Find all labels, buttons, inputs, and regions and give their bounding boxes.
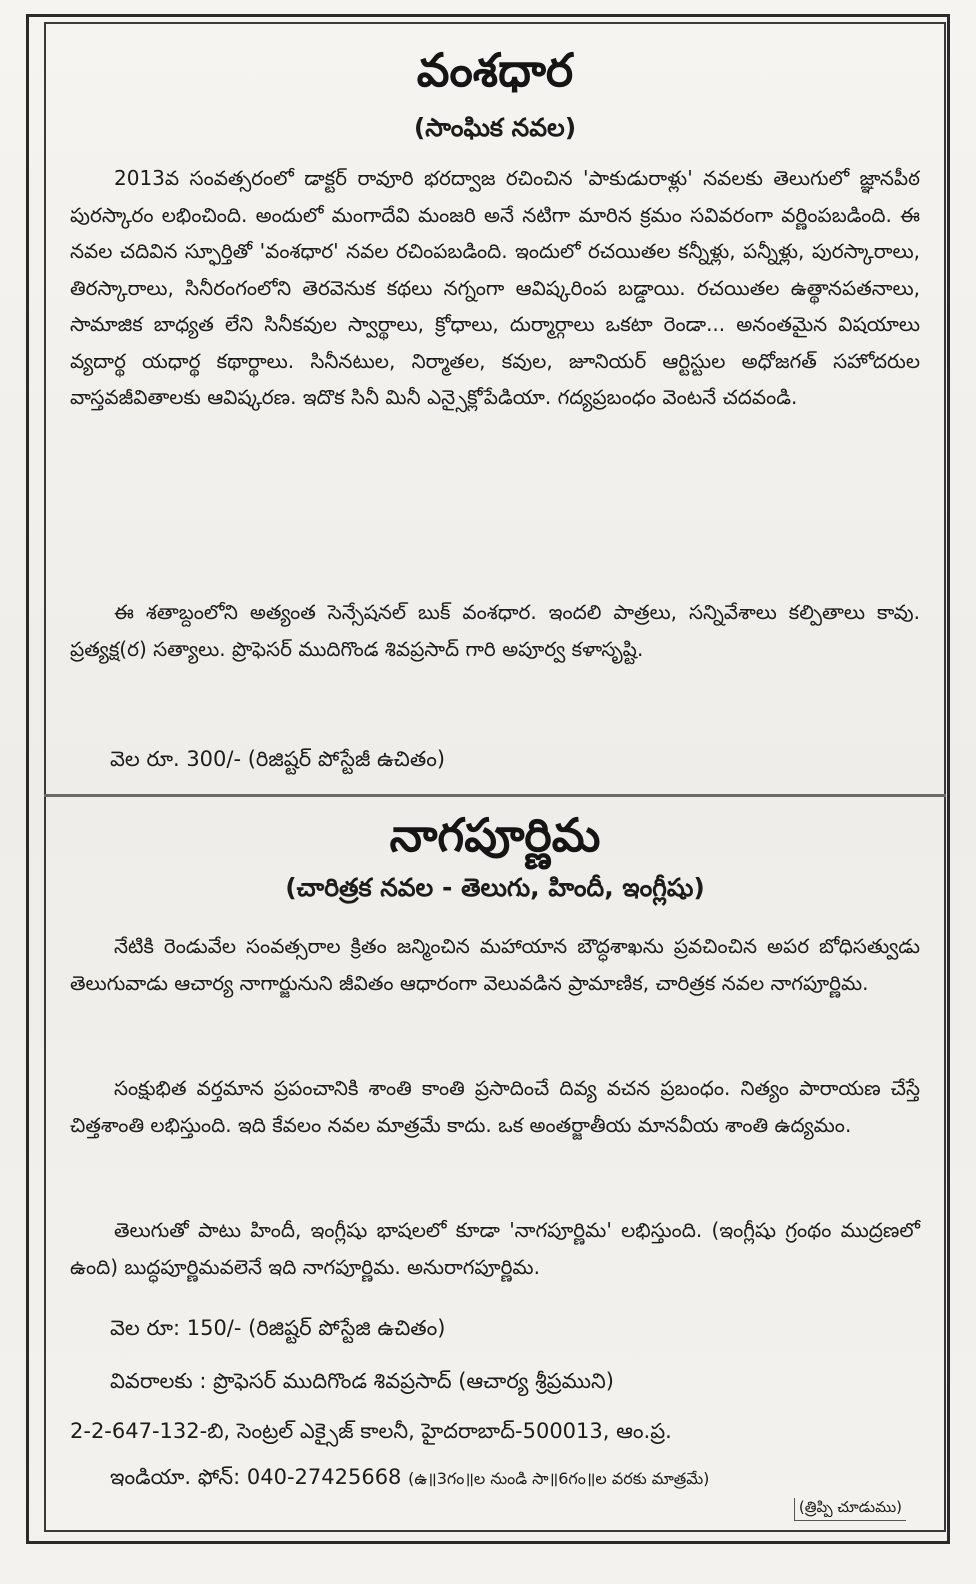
- book2-paragraph-2: సంక్షుభిత వర్తమాన ప్రపంచానికి శాంతి కాంతి ప్రసాదించే దివ్య వచన ప్రబంధం. నిత్యం పారాయణ చేస్తే చిత్తశాంతి లభిస్తుంది. ఇది కేవలం నవల మాత్రమే కాదు. ఒక అంతర్జాతీయ మానవీయ శాంతి ఉద్యమం.: [70, 1076, 920, 1137]
- book1-paragraph-2: ఈ శతాబ్దంలోని అత్యంత సెన్సేషనల్ బుక్ వంశధార. ఇందలి పాత్రలు, సన్నివేశాలు కల్పితాలు కావు. ప్రత్యక్ష(ర) సత్యాలు. ప్రొఫెసర్ ముదిగొండ శివప్రసాద్ గారి అపూర్వ కళాసృష్టి.: [70, 600, 920, 661]
- contact-phone: ఇండియా. ఫోన్: 040-27425668: [110, 1465, 402, 1489]
- contact-phone-line: [110, 1460, 709, 1496]
- book2-paragraph-3: తెలుగుతో పాటు హిందీ, ఇంగ్లీషు భాషలలో కూడా 'నాగపూర్ణిమ' లభిస్తుంది. (ఇంగ్లీషు గ్రంథం ముద్రణలో ఉంది) బుద్ధపూర్ణిమవలెనే ఇది నాగపూర్ణిమ. అనురాగపూర్ణిమ.: [70, 1218, 920, 1279]
- book1-paragraph-1: 2013వ సంవత్సరంలో డాక్టర్ రావూరి భరద్వాజ రచించిన 'పాకుడురాళ్లు' నవలకు తెలుగులో జ్ఞానపీఠ పురస్కారం లభించింది. అందులో మంగాదేవి మంజరి అనే నటిగా మారిన క్రమం సవివరంగా వర్ణింపబడింది. ఈ నవల చదివిన స్ఫూర్తితో 'వంశధార' నవల రచింపబడింది. ఇందులో రచయితల కన్నీళ్లు, పన్నీళ్లు, పురస్కారాలు, తిరస్కారాలు, సినీరంగంలోని తెరవెనుక కథలు నగ్నంగా ఆవిష్కరింప బడ్డాయి. రచయితల ఉత్థానపతనాలు, సామాజిక బాధ్యత లేని సినీకవుల స్వార్థాలు, క్రోధాలు, దుర్మార్గాలు ఒకటా రెండా... అనంతమైన విషయాలు వ్యదార్థ యధార్థ కథార్థాలు. సినీనటుల, నిర్మాతల, కవుల, జూనియర్ ఆర్టిస్టుల అధోజగత్ సహోదరుల వాస్తవజీవితాలకు ఆవిష్కరణ. ఇదొక సినీ మినీ ఎన్సైక్లోపేడియా. గద్యప్రబంధం వెంటనే చదవండి.: [70, 166, 920, 409]
- contact-line-1: వివరాలకు : ప్రొఫెసర్ ముదిగొండ శివప్రసాద్ (ఆచార్య శ్రీప్రముని): [110, 1369, 614, 1393]
- book2-description: [70, 928, 920, 1001]
- book1-description-2: [70, 594, 920, 667]
- book2-title: నాగపూర్ణిమ: [389, 808, 601, 862]
- book2-price: వెల రూ: 150/- (రిజిష్టర్ పోస్టేజి ఉచితం): [110, 1316, 446, 1340]
- book1-price: వెల రూ. 300/- (రిజిష్టర్ పోస్టేజీ ఉచితం): [110, 747, 446, 771]
- book1-description: [70, 160, 920, 416]
- book1-subtitle: (సాంఘిక నవల): [413, 113, 577, 142]
- book2-description-2: [70, 1070, 920, 1143]
- turn-over-note: (త్రిప్పి చూడుము): [794, 1498, 906, 1521]
- book1-title: వంశధార: [416, 43, 574, 97]
- book2-description-3: [70, 1212, 920, 1285]
- contact-address: 2-2-647-132-బి, సెంట్రల్ ఎక్సైజ్ కాలనీ, హైదరాబాద్-500013, ఆం.ప్ర.: [70, 1419, 672, 1443]
- book2-subtitle: (చారిత్రక నవల - తెలుగు, హిందీ, ఇంగ్లీషు): [285, 873, 705, 902]
- book2-paragraph-1: నేటికి రెండువేల సంవత్సరాల క్రితం జన్మించిన మహాయాన బౌద్ధశాఖను ప్రవచించిన అపర బోధిసత్వుడు తెలుగువాడు ఆచార్య నాగార్జునుని జీవితం ఆధారంగా వెలువడిన ప్రామాణిక, చారిత్రక నవల నాగపూర్ణిమ.: [70, 934, 920, 995]
- fold-line: [44, 794, 946, 797]
- contact-hours-note: (ఉ॥3గం॥ల నుండి సా॥6గం॥ల వరకు మాత్రమే): [408, 1469, 710, 1488]
